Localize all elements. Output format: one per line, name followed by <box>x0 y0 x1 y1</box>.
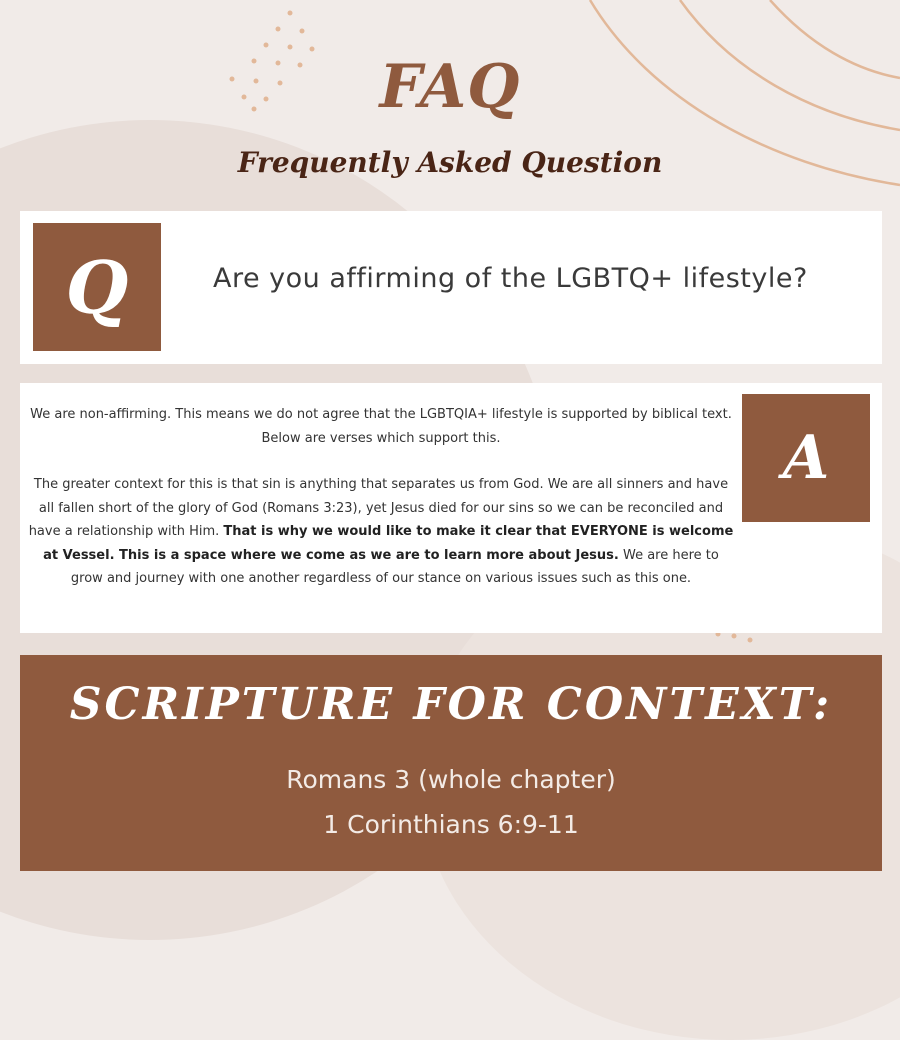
question-text: Are you affirming of the LGBTQ+ lifestyle? <box>213 263 808 294</box>
scripture-reference: 1 Corinthians 6:9-11 <box>323 810 579 839</box>
scripture-section <box>20 655 882 871</box>
answer-text-start: The greater context for this is that sin is anything that separates us from God. We are all sinners and have all fallen short of the glory of God (Romans 3:23), yet Jesus died for our sins so we can be reconciled and have a relationship with Him. <box>28 477 729 539</box>
answer-text-end: We are here to grow and journey with one another regardless of our stance on various issues such as this one. <box>70 547 719 586</box>
answer-badge-letter: A <box>782 423 830 493</box>
scripture-reference: Romans 3 (whole chapter) <box>286 765 616 794</box>
answer-card <box>20 383 882 633</box>
answer-paragraph-1: We are non-affirming. This means we do not agree that the LGBTQIA+ lifestyle is supported by biblical text. Below are verses which support this. <box>30 407 732 446</box>
question-card <box>20 211 882 364</box>
answer-paragraph-2 <box>26 473 736 591</box>
question-badge <box>33 223 161 351</box>
answer-text <box>26 403 736 614</box>
scripture-heading: SCRIPTURE FOR CONTEXT: <box>69 679 833 730</box>
answer-badge <box>742 394 870 522</box>
page-title: FAQ <box>379 52 521 122</box>
question-badge-letter: Q <box>65 244 129 330</box>
answer-bold-statement: That is why we would like to make it clear that EVERYONE is welcome at Vessel. This is a space where we come as we are to learn more about Jesus. <box>43 524 734 563</box>
page-subtitle: Frequently Asked Question <box>237 146 663 179</box>
